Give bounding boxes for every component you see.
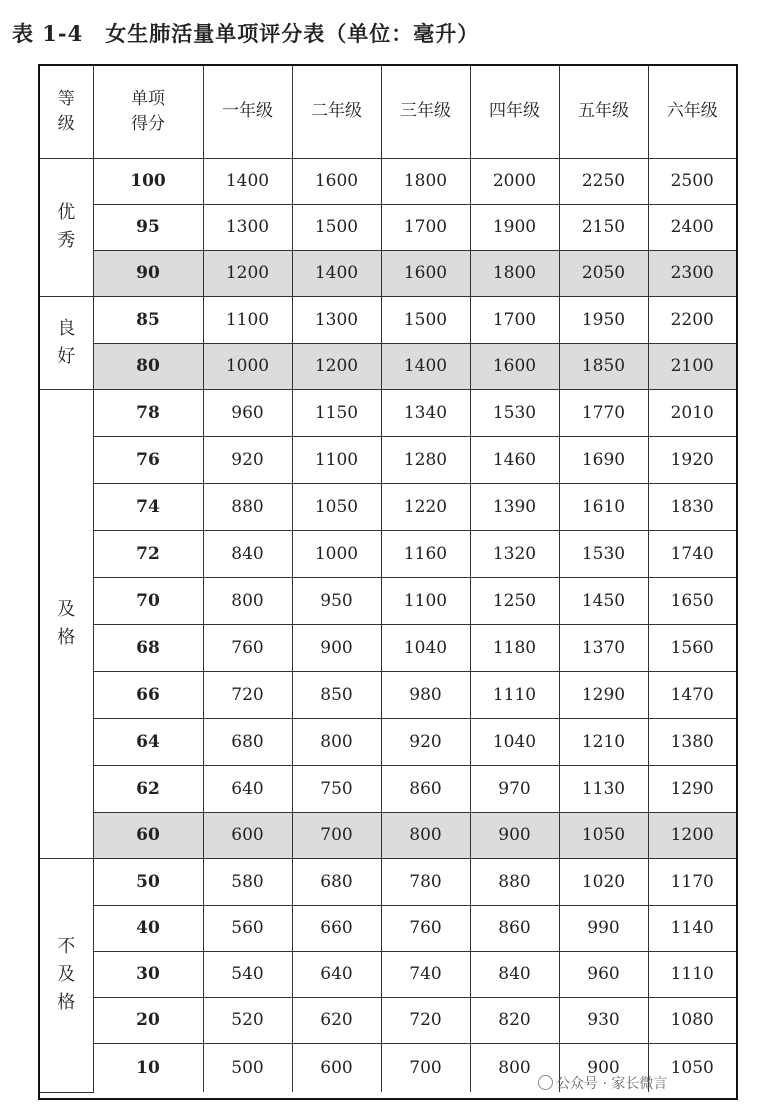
value-cell-year-4: 820 — [470, 997, 559, 1043]
score-cell: 74 — [93, 483, 203, 530]
value-cell-year-2: 680 — [292, 858, 381, 905]
header-score-line: 得分 — [131, 113, 165, 134]
value-cell-year-3: 920 — [381, 718, 470, 765]
table-row — [40, 718, 736, 765]
table-row — [40, 296, 736, 343]
value-cell-year-2: 900 — [292, 624, 381, 671]
table-row — [40, 765, 736, 812]
value-cell-year-2: 660 — [292, 905, 381, 951]
score-cell: 66 — [93, 671, 203, 718]
score-cell: 62 — [93, 765, 203, 812]
value-cell-year-6: 1830 — [648, 483, 736, 530]
table-row — [40, 343, 736, 389]
value-cell-year-2: 1000 — [292, 530, 381, 577]
value-cell-year-2: 750 — [292, 765, 381, 812]
table-row — [40, 624, 736, 671]
table-row — [40, 204, 736, 250]
value-cell-year-3: 1600 — [381, 250, 470, 296]
value-cell-year-3: 1100 — [381, 577, 470, 624]
value-cell-year-1: 520 — [203, 997, 292, 1043]
value-cell-year-6: 1380 — [648, 718, 736, 765]
header-score — [93, 66, 203, 158]
value-cell-year-5: 1530 — [559, 530, 648, 577]
value-cell-year-1: 540 — [203, 951, 292, 997]
grade-cell — [40, 296, 93, 389]
value-cell-year-1: 840 — [203, 530, 292, 577]
value-cell-year-1: 880 — [203, 483, 292, 530]
value-cell-year-3: 1160 — [381, 530, 470, 577]
table-title: 表 1-4 女生肺活量单项评分表（单位：毫升） — [12, 21, 480, 46]
value-cell-year-1: 1200 — [203, 250, 292, 296]
value-cell-year-2: 1050 — [292, 483, 381, 530]
value-cell-year-6: 2100 — [648, 343, 736, 389]
value-cell-year-3: 700 — [381, 1043, 470, 1092]
table-row — [40, 858, 736, 905]
value-cell-year-4: 1800 — [470, 250, 559, 296]
table-row — [40, 158, 736, 204]
value-cell-year-5: 1850 — [559, 343, 648, 389]
value-cell-year-5: 2250 — [559, 158, 648, 204]
header-year-1: 一年级 — [203, 66, 292, 158]
value-cell-year-5: 1690 — [559, 436, 648, 483]
grade-char: 及 — [57, 598, 76, 620]
value-cell-year-2: 1500 — [292, 204, 381, 250]
lung-capacity-score-table — [40, 66, 736, 1093]
header-grade-line: 级 — [57, 113, 75, 134]
value-cell-year-2: 1600 — [292, 158, 381, 204]
value-cell-year-3: 860 — [381, 765, 470, 812]
score-cell: 10 — [93, 1043, 203, 1092]
score-cell: 20 — [93, 997, 203, 1043]
value-cell-year-3: 1040 — [381, 624, 470, 671]
value-cell-year-1: 1000 — [203, 343, 292, 389]
value-cell-year-3: 1340 — [381, 389, 470, 436]
grade-char: 好 — [57, 345, 76, 367]
value-cell-year-6: 1740 — [648, 530, 736, 577]
value-cell-year-3: 980 — [381, 671, 470, 718]
value-cell-year-4: 1390 — [470, 483, 559, 530]
value-cell-year-5: 1610 — [559, 483, 648, 530]
value-cell-year-1: 500 — [203, 1043, 292, 1092]
value-cell-year-4: 880 — [470, 858, 559, 905]
value-cell-year-6: 2010 — [648, 389, 736, 436]
value-cell-year-2: 620 — [292, 997, 381, 1043]
score-cell: 76 — [93, 436, 203, 483]
value-cell-year-4: 840 — [470, 951, 559, 997]
score-cell: 90 — [93, 250, 203, 296]
score-cell: 30 — [93, 951, 203, 997]
value-cell-year-5: 1290 — [559, 671, 648, 718]
score-cell: 40 — [93, 905, 203, 951]
value-cell-year-4: 860 — [470, 905, 559, 951]
header-grade-line: 等 — [57, 88, 75, 109]
grade-char: 秀 — [57, 230, 76, 251]
wechat-icon — [538, 1075, 553, 1090]
value-cell-year-6: 1080 — [648, 997, 736, 1043]
table-header-row — [40, 66, 736, 158]
grade-char: 优 — [57, 202, 76, 223]
value-cell-year-6: 1200 — [648, 812, 736, 858]
value-cell-year-4: 1530 — [470, 389, 559, 436]
value-cell-year-3: 1400 — [381, 343, 470, 389]
score-table-frame — [38, 64, 738, 1100]
value-cell-year-1: 800 — [203, 577, 292, 624]
value-cell-year-6: 1140 — [648, 905, 736, 951]
table-body — [40, 158, 736, 1092]
value-cell-year-5: 1020 — [559, 858, 648, 905]
value-cell-year-3: 720 — [381, 997, 470, 1043]
value-cell-year-2: 800 — [292, 718, 381, 765]
value-cell-year-2: 1150 — [292, 389, 381, 436]
value-cell-year-1: 1300 — [203, 204, 292, 250]
value-cell-year-3: 1500 — [381, 296, 470, 343]
table-row — [40, 905, 736, 951]
value-cell-year-5: 900 — [559, 1043, 648, 1092]
value-cell-year-6: 2400 — [648, 204, 736, 250]
value-cell-year-1: 640 — [203, 765, 292, 812]
value-cell-year-4: 1320 — [470, 530, 559, 577]
table-row — [40, 436, 736, 483]
value-cell-year-3: 1700 — [381, 204, 470, 250]
value-cell-year-4: 900 — [470, 812, 559, 858]
table-row — [40, 997, 736, 1043]
score-cell: 72 — [93, 530, 203, 577]
value-cell-year-1: 1400 — [203, 158, 292, 204]
value-cell-year-5: 1770 — [559, 389, 648, 436]
value-cell-year-4: 800 — [470, 1043, 559, 1092]
table-row — [40, 530, 736, 577]
value-cell-year-5: 990 — [559, 905, 648, 951]
value-cell-year-5: 2150 — [559, 204, 648, 250]
grade-cell — [40, 158, 93, 296]
value-cell-year-4: 1110 — [470, 671, 559, 718]
value-cell-year-3: 1220 — [381, 483, 470, 530]
value-cell-year-3: 1800 — [381, 158, 470, 204]
value-cell-year-6: 2200 — [648, 296, 736, 343]
grade-char: 格 — [57, 992, 76, 1013]
table-row — [40, 250, 736, 296]
value-cell-year-2: 1100 — [292, 436, 381, 483]
value-cell-year-1: 680 — [203, 718, 292, 765]
watermark-text: 公众号 · 家长微言 — [556, 1076, 668, 1092]
score-cell: 68 — [93, 624, 203, 671]
value-cell-year-5: 1370 — [559, 624, 648, 671]
grade-char: 格 — [57, 626, 76, 648]
table-row — [40, 389, 736, 436]
score-cell: 50 — [93, 858, 203, 905]
value-cell-year-6: 1290 — [648, 765, 736, 812]
value-cell-year-2: 700 — [292, 812, 381, 858]
value-cell-year-6: 1170 — [648, 858, 736, 905]
value-cell-year-1: 580 — [203, 858, 292, 905]
value-cell-year-5: 1450 — [559, 577, 648, 624]
value-cell-year-2: 950 — [292, 577, 381, 624]
value-cell-year-2: 850 — [292, 671, 381, 718]
score-cell: 60 — [93, 812, 203, 858]
value-cell-year-4: 1180 — [470, 624, 559, 671]
value-cell-year-1: 600 — [203, 812, 292, 858]
value-cell-year-4: 2000 — [470, 158, 559, 204]
value-cell-year-1: 720 — [203, 671, 292, 718]
value-cell-year-6: 2500 — [648, 158, 736, 204]
watermark — [538, 1073, 667, 1093]
value-cell-year-6: 1470 — [648, 671, 736, 718]
value-cell-year-1: 760 — [203, 624, 292, 671]
score-cell: 95 — [93, 204, 203, 250]
value-cell-year-2: 1300 — [292, 296, 381, 343]
value-cell-year-6: 1560 — [648, 624, 736, 671]
header-year-4: 四年级 — [470, 66, 559, 158]
table-row — [40, 812, 736, 858]
value-cell-year-1: 960 — [203, 389, 292, 436]
score-cell: 80 — [93, 343, 203, 389]
value-cell-year-1: 560 — [203, 905, 292, 951]
value-cell-year-3: 760 — [381, 905, 470, 951]
score-cell: 100 — [93, 158, 203, 204]
value-cell-year-4: 1460 — [470, 436, 559, 483]
grade-char: 及 — [57, 964, 76, 985]
value-cell-year-5: 1950 — [559, 296, 648, 343]
score-cell: 70 — [93, 577, 203, 624]
value-cell-year-5: 1130 — [559, 765, 648, 812]
value-cell-year-5: 2050 — [559, 250, 648, 296]
score-cell: 78 — [93, 389, 203, 436]
value-cell-year-5: 930 — [559, 997, 648, 1043]
score-cell: 64 — [93, 718, 203, 765]
value-cell-year-3: 740 — [381, 951, 470, 997]
value-cell-year-5: 960 — [559, 951, 648, 997]
value-cell-year-6: 1650 — [648, 577, 736, 624]
value-cell-year-4: 1600 — [470, 343, 559, 389]
value-cell-year-3: 780 — [381, 858, 470, 905]
value-cell-year-4: 1900 — [470, 204, 559, 250]
value-cell-year-1: 1100 — [203, 296, 292, 343]
table-row — [40, 483, 736, 530]
value-cell-year-4: 970 — [470, 765, 559, 812]
header-score-line: 单项 — [131, 88, 165, 109]
score-cell: 85 — [93, 296, 203, 343]
value-cell-year-6: 1050 — [648, 1043, 736, 1092]
grade-cell — [40, 389, 93, 858]
value-cell-year-2: 640 — [292, 951, 381, 997]
value-cell-year-5: 1050 — [559, 812, 648, 858]
value-cell-year-1: 920 — [203, 436, 292, 483]
table-row — [40, 951, 736, 997]
grade-char: 良 — [57, 317, 76, 339]
header-year-6: 六年级 — [648, 66, 736, 158]
value-cell-year-6: 1110 — [648, 951, 736, 997]
value-cell-year-4: 1250 — [470, 577, 559, 624]
value-cell-year-3: 1280 — [381, 436, 470, 483]
value-cell-year-2: 600 — [292, 1043, 381, 1092]
table-row — [40, 671, 736, 718]
table-row — [40, 577, 736, 624]
value-cell-year-3: 800 — [381, 812, 470, 858]
value-cell-year-2: 1200 — [292, 343, 381, 389]
value-cell-year-4: 1700 — [470, 296, 559, 343]
header-year-2: 二年级 — [292, 66, 381, 158]
value-cell-year-6: 2300 — [648, 250, 736, 296]
value-cell-year-4: 1040 — [470, 718, 559, 765]
header-year-3: 三年级 — [381, 66, 470, 158]
header-year-5: 五年级 — [559, 66, 648, 158]
value-cell-year-5: 1210 — [559, 718, 648, 765]
value-cell-year-6: 1920 — [648, 436, 736, 483]
value-cell-year-2: 1400 — [292, 250, 381, 296]
grade-char: 不 — [57, 936, 76, 957]
header-grade — [40, 66, 93, 158]
grade-cell — [40, 858, 93, 1092]
